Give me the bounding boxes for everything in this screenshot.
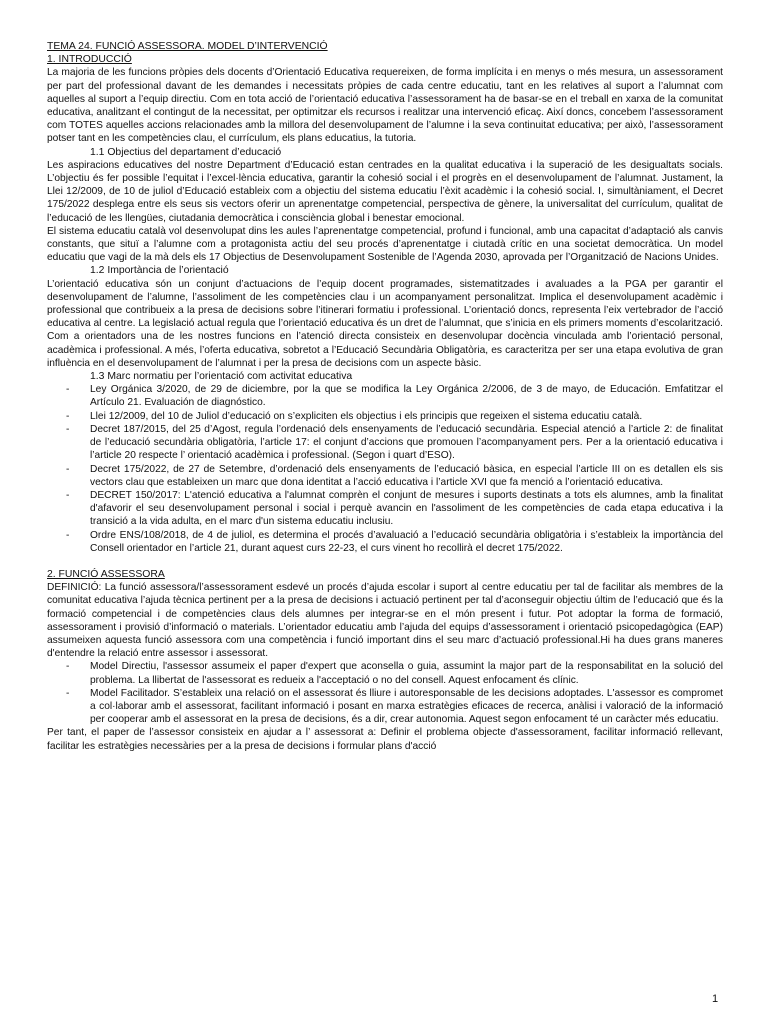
list-item xyxy=(47,410,723,423)
dash-bullet: - xyxy=(66,384,70,396)
list-item xyxy=(47,423,723,463)
list-item-text: Model Facilitador. S’estableix una relació on el assessorat és lliure i autoresponsable de les decisions adoptades. L'assessor es compromet a col·laborar amb el assessorat, facilitant informació i posant en marxa estratègies eficaces de recerca, anàlisi i valoració de la informació per cooperar amb el assessorat en la presa de decisions, és a dir, crear autonomia. Aquest segon enfocament té un caràcter més educatiu. xyxy=(90,687,723,726)
section-heading-funcio-assessora: 2. FUNCIÓ ASSESSORA xyxy=(47,568,165,580)
paragraph-introduccio: La majoria de les funcions pròpies dels docents d’Orientació Educativa requereixen, de forma implícita i en menys o més mesura, un assessorament per part del professional davant de les demandes i necessitats pròpies de cada centre educatiu, tant en les relatives al suport a l’alumnat com aquelles al suport a l’equip directiu. Com en tota acció de l’orientació educativa l’assessorament ha de basar-se en el treball en xarxa de la comunitat educativa, analitzant el contingut de la necessitat, per optimitzar els recursos i realitzar una intervenció eficaç. Així doncs, concebem l’assessorament com TOTES aquelles accions relacionades amb la millora del desenvolupament de l’alumne i la seva continuitat educativa; per això, l’assessorament potser tant en les competències clau, el currículum, els plans educatius, la tutoria. xyxy=(47,67,723,145)
document-page xyxy=(47,40,723,753)
section-heading-introduccio: 1. INTRODUCCIÓ xyxy=(47,54,132,66)
list-item-text: Decret 187/2015, del 25 d’Agost, regula l’ordenació dels ensenyaments de l’educació secundària. Especial atenció a l’article 2: de finalitat de l’educació secundària obligatòria, l’article 17: el conjunt d’accions que promouen l’acompanyament pers. Per a la orientació educativa i l’article 20 respecte l’ orientació acadèmica i professional. (Segon i quart d’ESO). xyxy=(90,423,723,462)
paragraph-importancia: L’orientació educativa són un conjunt d’actuacions de l’equip docent programades, sistematitzades i avaluades a la PGA per garantir el desenvolupament de l’alumne, l’assoliment de les competències clau i un acompanyament personalitzat. Implica el desenvolupament acadèmic i professional que contribueix a la presa de decisions sobre l’itinerari formatiu i professional. L’orientació doncs, representa l’eix vertebrador de l’acció educativa al centre. La legislació actual regula que l’orientació educativa és un dret de l’alumnat, que s’inicia en els primers moments d’escolarització. Com a orientadors una de les nostres funcions en l’atenció directa consisteix en desenvolupar docència vinculada amb l’orientació personal, acadèmica i professional. A més, l’oferta educativa, sobretot a l’Educació Secundària Obligatòria, es caracteritza per ser una etapa evolutiva de gran influència en el desenvolupament de l’alumnat i per la presa de decisions com un aspecte bàsic. xyxy=(47,278,723,369)
dash-bullet: - xyxy=(66,423,70,435)
dash-bullet: - xyxy=(66,489,70,501)
dash-bullet: - xyxy=(66,529,70,541)
page-number: 1 xyxy=(712,993,719,1005)
dash-bullet: - xyxy=(66,687,70,699)
list-item xyxy=(47,383,723,409)
subsection-heading-importancia: 1.2 Importància de l’orientació xyxy=(90,265,229,277)
subsection-heading-objectius: 1.1 Objectius del departament d’educació xyxy=(90,146,282,158)
list-item-text: DECRET 150/2017: L'atenció educativa a l'alumnat comprèn el conjunt de mesures i suports destinats a tots els alumnes, amb la finalitat d'afavorir el seu desenvolupament personal i social i perquè avancin en l'assoliment de les competències de cada etapa educativa i la transició a la vida adulta, en el marc d'un sistema educatiu inclusiu. xyxy=(90,489,723,528)
paragraph-definicio: DEFINICIÓ: La funció assessora/l’assessorament esdevé un procés d’ajuda escolar i suport al centre educatiu per tal de facilitar als membres de la comunitat educativa l’ajuda tècnica pertinent per a la presa de decisions i actuació pertinent per tal d’aconseguir objectiu últim de l’educació que és la formació competencial i de competències claus dels alumnes per integrar-se en el món present i futur. Pot adoptar la forma de formació, assessorament i provisió d’informació o materials. L’orientador educatiu amb l’ajuda del equips d’assessorament i orientació psicopedagògica (EAP) assumeixen aquesta funció assessora com una competència i funció important dins el seu marc d’actuació professional.Hi ha dues grans maneres d'entendre la relació entre assessor i assessorat. xyxy=(47,582,723,660)
list-item xyxy=(47,660,723,686)
list-item-text: Llei 12/2009, del 10 de Juliol d’educació on s’expliciten els objectius i els principis que regeixen el sistema educatiu català. xyxy=(90,410,643,422)
paragraph-paper-assessor: Per tant, el paper de l’assessor consisteix en ajudar a l’ assessorat a: Definir el problema objecte d'assessorament, facilitar informació rellevant, facilitar les estratègies necessàries per a la presa de decisions i formular plans d'acció xyxy=(47,727,723,752)
dash-bullet: - xyxy=(66,463,70,475)
subsection-heading-marc-normatiu: 1.3 Marc normatiu per l’orientació com activitat educativa xyxy=(90,371,353,383)
paragraph-objectius-1: Les aspiracions educatives del nostre Department d’Educació estan centrades en la qualitat educativa i la superació de les desigualtats socials. L’objectiu és fer possible l’equitat i l’excel·lència educativa, garantir la cohesió social i el progrès en el desenvolupament de l’alumnat. Justament, la Llei 12/2009, de 10 de juliol d’Educació estableix com a objectiu del sistema educatiu l’èxit acadèmic i la cohesió social. I, simultàniament, el Decret 175/2022 desplega entre els seus sis vectors oferir un aprenentatge competencial, perspectiva de gènere, la universalitat del currículum, qualitat de l’educació de les llengües, ciutadania democràtica i consciència global i benestar emocional. xyxy=(47,159,723,224)
models-list xyxy=(47,660,723,726)
list-item xyxy=(47,489,723,529)
dash-bullet: - xyxy=(66,410,70,422)
list-item-text: Model Directiu, l'assessor assumeix el paper d'expert que aconsella o guia, assumint la major part de la responsabilitat en la solució del problema. La llibertat de l'assessorat es redueix a l'acceptació o no del consell. Aquest enfocament és clínic. xyxy=(90,661,723,686)
list-item xyxy=(47,463,723,489)
list-item xyxy=(47,687,723,727)
list-item xyxy=(47,529,723,555)
list-item-text: Ley Orgánica 3/2020, de 29 de diciembre, por la que se modifica la Ley Orgánica 2/2006, de 3 de mayo, de Educación. Emfatitzar el Artículo 21. Evaluación de diagnóstico. xyxy=(90,384,723,409)
paragraph-objectius-2: El sistema educatiu català vol desenvolupat dins les aules l’aprenentatge competencial, profund i funcional, amb una capacitat d’adaptació als canvis constants, que situï a l’alumne com a protagonista actiu del seu procés d’aprenentatge i ciutadà crític en una societat democràtica. Un model educatiu que vagi de la mà dels els 17 Objectius de Desenvolupament Sostenible de l’Agenda 2030, aprovada per l’Organització de Nacions Unides. xyxy=(47,225,723,264)
section-spacer xyxy=(47,555,723,568)
dash-bullet: - xyxy=(66,661,70,673)
document-title: TEMA 24. FUNCIÓ ASSESSORA. MODEL D’INTERVENCIÓ xyxy=(47,41,328,52)
list-item-text: Decret 175/2022, de 27 de Setembre, d’ordenació dels ensenyaments de l’educació bàsica, en especial l’article III on es detallen els sis vectors clau que estableixen un marc que dona identitat a l’acció educativa i l’article XVI que fa menció a l’orientació educativa. xyxy=(90,463,723,488)
normative-list xyxy=(47,383,723,555)
list-item-text: Ordre ENS/108/2018, de 4 de juliol, es determina el procés d’avaluació a l’educació secundària obligatòria i s’estableix la importància del Consell orientador en l’article 21, durant aquest curs 22-23, el curs vinent ho recollirà el decret 175/2022. xyxy=(90,529,723,554)
